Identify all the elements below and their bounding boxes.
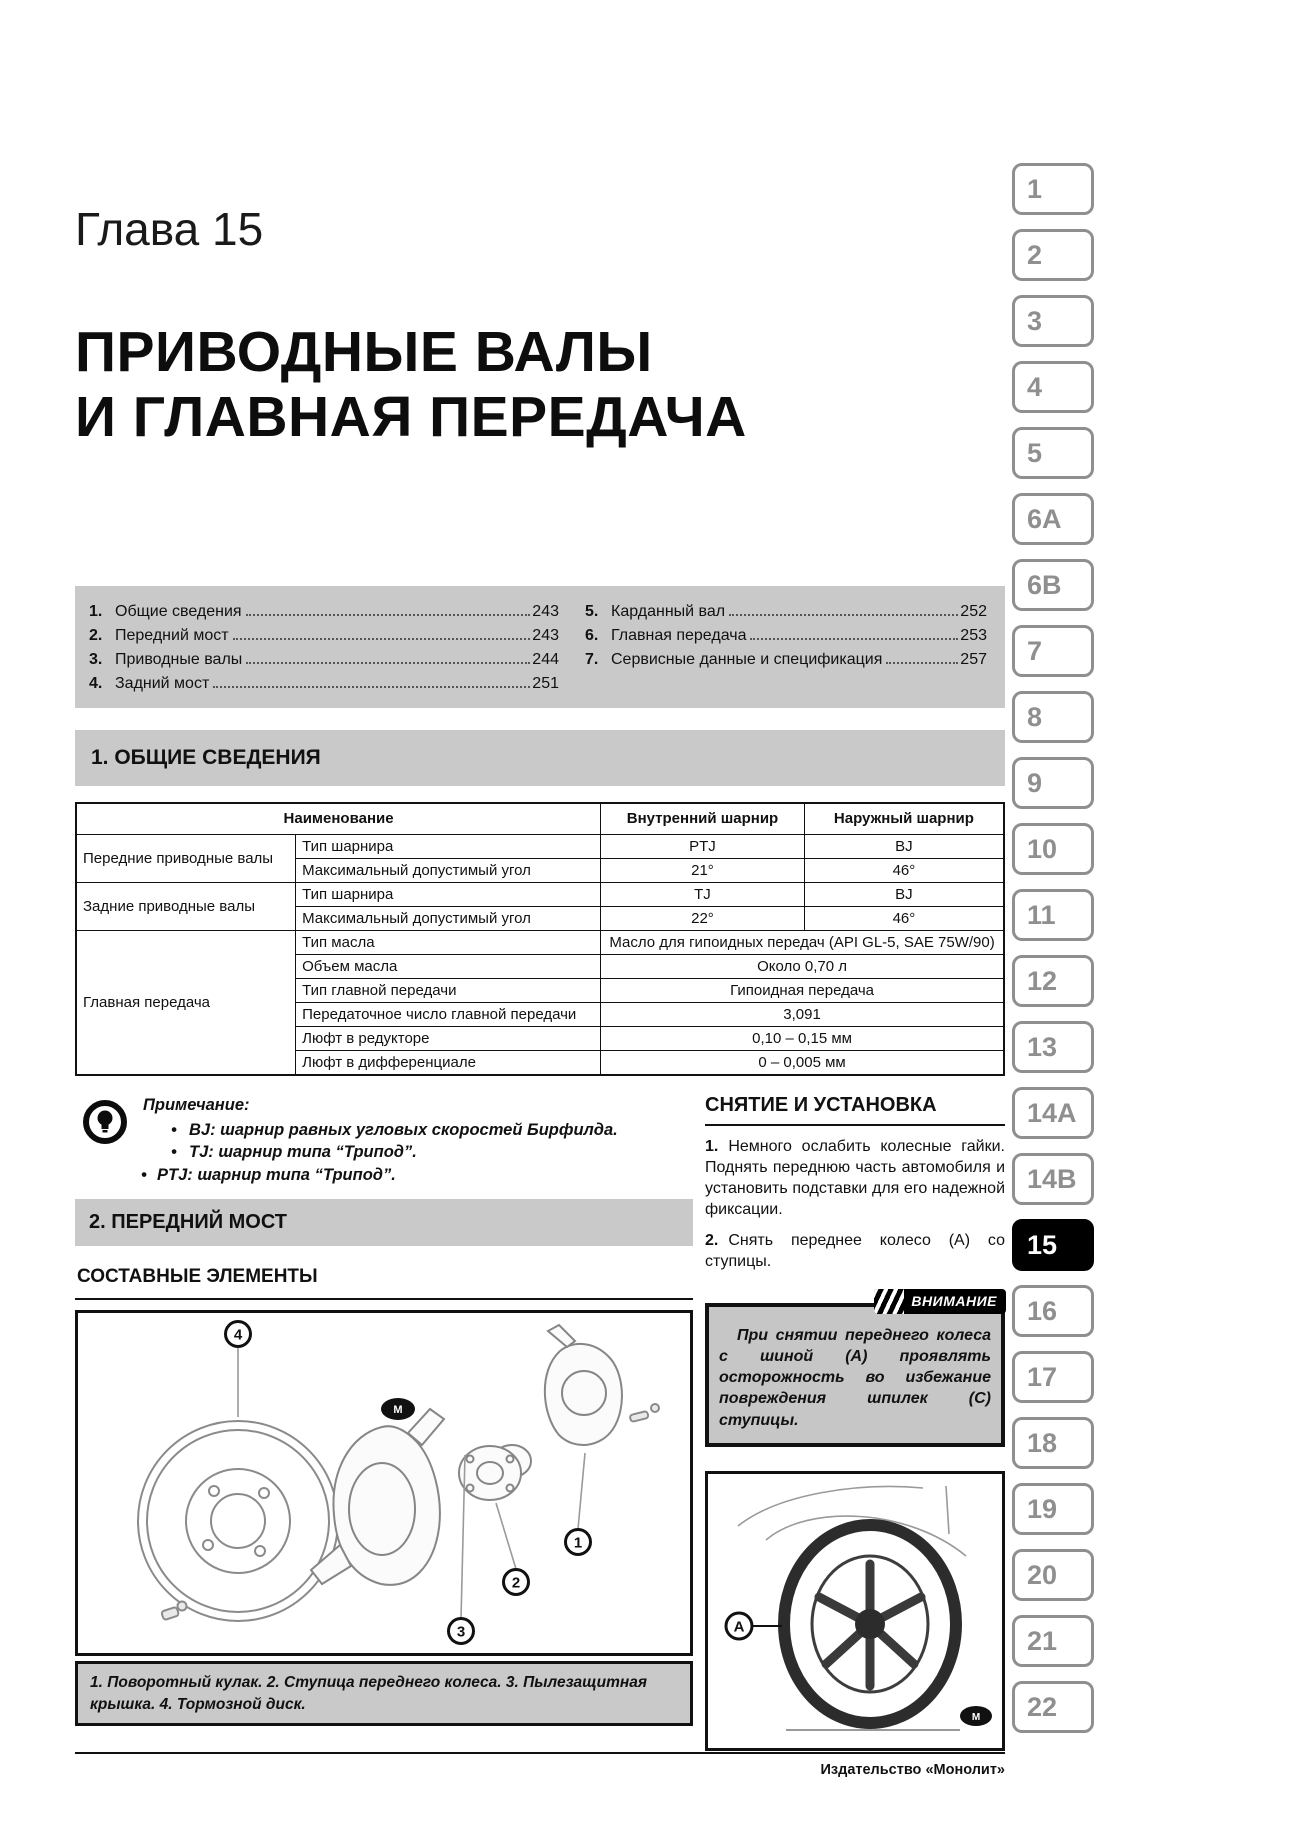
- wheel-callout-a: А: [733, 1618, 745, 1636]
- toc-dot-leader: [246, 614, 531, 616]
- chapter-tab-13[interactable]: 13: [1012, 1021, 1094, 1073]
- toc-entry-label: Передний мост: [115, 626, 229, 644]
- table-parameter-cell: Объем масла: [296, 954, 601, 978]
- chapter-tab-19[interactable]: 19: [1012, 1483, 1094, 1535]
- warning-badge: [874, 1289, 1006, 1314]
- hazard-stripes-icon: [874, 1289, 904, 1314]
- chapter-tab-7[interactable]: 7: [1012, 625, 1094, 677]
- toc-entry-number: 5.: [585, 602, 599, 620]
- monolit-logo: [381, 1398, 415, 1420]
- warning-text: При снятии переднего колеса с шиной (А) проявлять осторожность во избежание повреждения шпилек (С) ступицы.: [719, 1326, 991, 1429]
- toc-entry-page: 243: [532, 626, 559, 644]
- note-lightbulb-icon: [81, 1094, 129, 1187]
- svg-text:М: М: [393, 1404, 403, 1416]
- chapter-tab-4[interactable]: 4: [1012, 361, 1094, 413]
- toc-entry: [585, 648, 987, 672]
- toc-dot-leader: [213, 686, 530, 688]
- table-parameter-cell: Люфт в дифференциале: [296, 1050, 601, 1075]
- removal-step-1: [705, 1136, 1005, 1220]
- column-header-name: Наименование: [76, 803, 601, 835]
- chapter-tab-6b[interactable]: 6B: [1012, 559, 1094, 611]
- table-row: [76, 834, 1004, 858]
- toc-entry-label: Приводные валы: [115, 650, 243, 668]
- table-header-row: [76, 803, 1004, 835]
- table-value-cell: 3,091: [601, 1002, 1004, 1026]
- publisher-name: Издательство «Монолит»: [820, 1762, 1005, 1778]
- toc-entry: [89, 648, 559, 672]
- toc-entry-number: 7.: [585, 650, 599, 668]
- table-parameter-cell: Передаточное число главной передачи: [296, 1002, 601, 1026]
- toc-entry: [89, 600, 559, 624]
- note-item: • TJ: шарнир типа “Трипод”.: [143, 1141, 618, 1164]
- callout-1: 1: [573, 1534, 583, 1552]
- page-title-line1: ПРИВОДНЫЕ ВАЛЫ: [75, 320, 653, 384]
- wheel-illustration: [705, 1471, 1005, 1751]
- callout-2: 2: [511, 1574, 521, 1592]
- toc-entry-page: 243: [532, 602, 559, 620]
- chapter-tab-1[interactable]: 1: [1012, 163, 1094, 215]
- warning-block: [705, 1293, 1005, 1447]
- toc-entry: [89, 624, 559, 648]
- table-parameter-cell: Максимальный допустимый угол: [296, 906, 601, 930]
- toc-entry-number: 1.: [89, 602, 103, 620]
- table-parameter-cell: Максимальный допустимый угол: [296, 858, 601, 882]
- toc-entry-label: Сервисные данные и спецификация: [611, 650, 883, 668]
- toc-entry-label: Задний мост: [115, 674, 210, 692]
- chapter-tab-22[interactable]: 22: [1012, 1681, 1094, 1733]
- column-header-inner-joint: Внутренний шарнир: [601, 803, 805, 835]
- components-subheading: СОСТАВНЫЕ ЭЛЕМЕНТЫ: [75, 1266, 693, 1300]
- table-parameter-cell: Люфт в редукторе: [296, 1026, 601, 1050]
- warning-badge-label: ВНИМАНИЕ: [911, 1293, 997, 1310]
- toc-entry-number: 6.: [585, 626, 599, 644]
- right-column: [705, 1092, 1005, 1751]
- table-value-cell: 0,10 – 0,15 мм: [601, 1026, 1004, 1050]
- page-title-line2: И ГЛАВНАЯ ПЕРЕДАЧА: [75, 384, 747, 449]
- table-row: [76, 882, 1004, 906]
- exploded-view-diagram: [75, 1310, 693, 1656]
- section-1-heading: 1. ОБЩИЕ СВЕДЕНИЯ: [75, 730, 1005, 786]
- chapter-tab-15[interactable]: 15: [1012, 1219, 1094, 1271]
- table-value-cell: 22°: [601, 906, 805, 930]
- toc-dot-leader: [729, 614, 958, 616]
- chapter-tab-8[interactable]: 8: [1012, 691, 1094, 743]
- chapter-tab-2[interactable]: 2: [1012, 229, 1094, 281]
- table-parameter-cell: Тип масла: [296, 930, 601, 954]
- toc-entry-label: Главная передача: [611, 626, 747, 644]
- table-group-cell: Главная передача: [76, 930, 296, 1075]
- toc-dot-leader: [246, 662, 530, 664]
- toc-entry-label: Карданный вал: [611, 602, 726, 620]
- callout-3: 3: [456, 1623, 466, 1641]
- toc-entry-page: 251: [532, 674, 559, 692]
- note-list: [143, 1119, 618, 1187]
- table-value-cell: Масло для гипоидных передач (API GL-5, SAE 75W/90): [601, 930, 1004, 954]
- toc-entry-page: 252: [960, 602, 987, 620]
- toc-entry-page: 257: [960, 650, 987, 668]
- table-of-contents: [75, 586, 1005, 708]
- toc-entry-label: Общие сведения: [115, 602, 242, 620]
- toc-entry-number: 4.: [89, 674, 103, 692]
- note-title: Примечание:: [143, 1095, 250, 1114]
- table-value-cell: 46°: [804, 858, 1004, 882]
- chapter-tab-17[interactable]: 17: [1012, 1351, 1094, 1403]
- step-text: Снять переднее колесо (А) со ступицы.: [705, 1232, 1005, 1271]
- page-footer: [75, 1752, 1005, 1778]
- table-parameter-cell: Тип шарнира: [296, 834, 601, 858]
- toc-entry-number: 2.: [89, 626, 103, 644]
- toc-entry-page: 253: [960, 626, 987, 644]
- step-number: 2.: [705, 1232, 719, 1250]
- chapter-tab-12[interactable]: 12: [1012, 955, 1094, 1007]
- toc-entry: [89, 672, 559, 696]
- two-column-area: [75, 1092, 1005, 1751]
- table-value-cell: 46°: [804, 906, 1004, 930]
- toc-dot-leader: [233, 638, 531, 640]
- callout-4: 4: [233, 1326, 243, 1344]
- chapter-tab-3[interactable]: 3: [1012, 295, 1094, 347]
- section-2-heading: 2. ПЕРЕДНИЙ МОСТ: [75, 1199, 693, 1246]
- note-block: [75, 1092, 693, 1187]
- toc-left-column: [89, 600, 559, 696]
- chapter-tab-10[interactable]: 10: [1012, 823, 1094, 875]
- table-value-cell: Около 0,70 л: [601, 954, 1004, 978]
- chapter-tab-14a[interactable]: 14A: [1012, 1087, 1094, 1139]
- column-header-outer-joint: Наружный шарнир: [804, 803, 1004, 835]
- footer-rule: [75, 1752, 1005, 1754]
- table-parameter-cell: Тип шарнира: [296, 882, 601, 906]
- table-group-cell: Передние приводные валы: [76, 834, 296, 882]
- chapter-tab-18[interactable]: 18: [1012, 1417, 1094, 1469]
- toc-entry: [585, 600, 987, 624]
- removal-heading: СНЯТИЕ И УСТАНОВКА: [705, 1094, 1005, 1126]
- chapter-tab-14b[interactable]: 14B: [1012, 1153, 1094, 1205]
- note-item: • PTJ: шарнир типа “Трипод”.: [143, 1164, 618, 1187]
- toc-entry: [585, 624, 987, 648]
- toc-entry-number: 3.: [89, 650, 103, 668]
- left-column: [75, 1092, 693, 1726]
- chapter-tab-5[interactable]: 5: [1012, 427, 1094, 479]
- table-value-cell: TJ: [601, 882, 805, 906]
- toc-right-column: [585, 600, 987, 696]
- removal-step-2: [705, 1230, 1005, 1272]
- table-group-cell: Задние приводные валы: [76, 882, 296, 930]
- chapter-tab-9[interactable]: 9: [1012, 757, 1094, 809]
- toc-entry-page: 244: [532, 650, 559, 668]
- chapter-label: Глава 15: [75, 203, 264, 255]
- chapter-tab-11[interactable]: 11: [1012, 889, 1094, 941]
- step-number: 1.: [705, 1137, 719, 1155]
- note-text: [143, 1094, 618, 1187]
- chapter-tab-20[interactable]: 20: [1012, 1549, 1094, 1601]
- table-value-cell: PTJ: [601, 834, 805, 858]
- specifications-table: [75, 802, 1005, 1076]
- chapter-tab-6a[interactable]: 6A: [1012, 493, 1094, 545]
- diagram-caption: 1. Поворотный кулак. 2. Ступица переднего колеса. 3. Пылезащитная крышка. 4. Тормозной диск.: [75, 1661, 693, 1726]
- chapter-tab-index: [1012, 163, 1094, 1747]
- chapter-tab-21[interactable]: 21: [1012, 1615, 1094, 1667]
- table-value-cell: BJ: [804, 882, 1004, 906]
- svg-text:М: М: [971, 1711, 981, 1723]
- step-text: Немного ослабить колесные гайки. Поднять переднюю часть автомобиля и установить подставки для его надежной фиксации.: [705, 1137, 1005, 1219]
- toc-dot-leader: [886, 662, 958, 664]
- page-content: [75, 0, 1005, 1751]
- note-item: • BJ: шарнир равных угловых скоростей Бирфилда.: [143, 1119, 618, 1142]
- table-value-cell: 21°: [601, 858, 805, 882]
- table-value-cell: Гипоидная передача: [601, 978, 1004, 1002]
- table-row: [76, 930, 1004, 954]
- table-parameter-cell: Тип главной передачи: [296, 978, 601, 1002]
- toc-dot-leader: [750, 638, 958, 640]
- table-value-cell: 0 – 0,005 мм: [601, 1050, 1004, 1075]
- warning-box: [705, 1303, 1005, 1447]
- monolit-logo: [960, 1706, 992, 1726]
- chapter-tab-16[interactable]: 16: [1012, 1285, 1094, 1337]
- table-value-cell: BJ: [804, 834, 1004, 858]
- page-title: [75, 320, 1005, 450]
